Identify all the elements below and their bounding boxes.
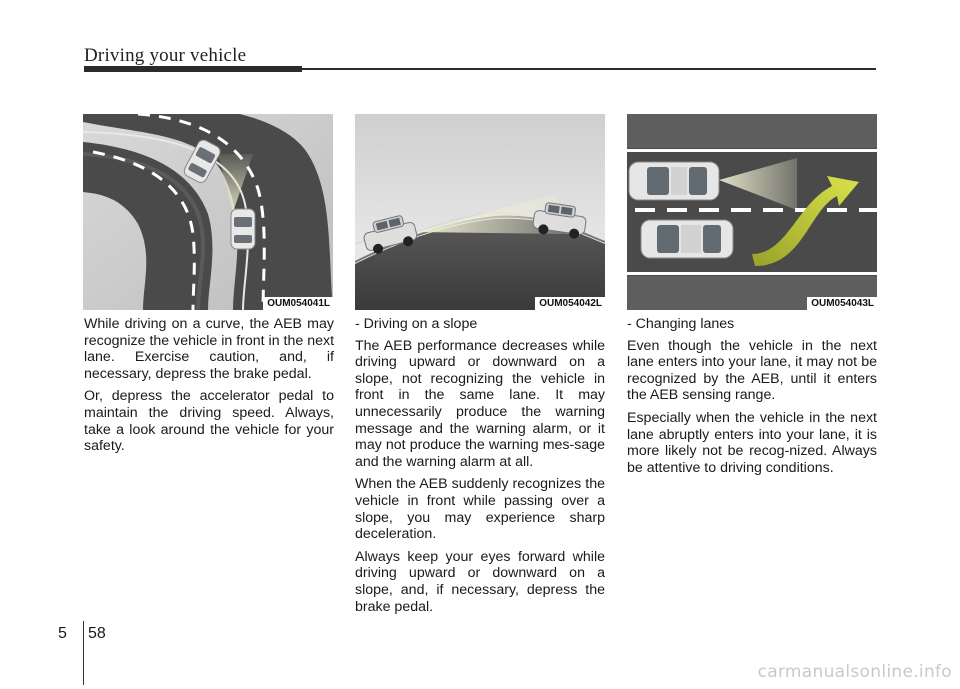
figure-lane-change [627,114,877,310]
page-title: Driving your vehicle [84,45,247,66]
column-curve-text [84,316,334,461]
section-number: 5 [58,625,67,642]
figure-code: OUM054042L [535,297,605,310]
lane-change-illustration [627,114,877,310]
subheading-slope: - Driving on a slope [355,316,478,332]
figure-code: OUM054043L [807,297,877,310]
paragraph: Always keep your eyes forward while driving upward or downward on a slope, and, if necessary, depress the brake pedal. [355,548,605,615]
column-lane-change-text [627,316,877,482]
header-rule-thick [84,66,302,72]
slope-illustration [355,114,605,310]
paragraph: Even though the vehicle in the next lane enters into your lane, it may not be recognized by the AEB, until it enters the AEB sensing range. [627,337,877,404]
paragraph: While driving on a curve, the AEB may recognize the vehicle in front in the next lane. Exercise caution, and, if necessary, depress the brake pedal. [84,316,335,382]
subheading-lane-change: - Changing lanes [627,316,735,332]
paragraph: When the AEB suddenly recognizes the vehicle in front while passing over a slope, you may experience sharp deceleration. [355,476,605,543]
paragraph: The AEB performance decreases while driving upward or downward on a slope, not recognizing the vehicle in front in the same lane. It may unnecessarily produce the warning message and the warning alarm, or it may not produce the warning mes-sage and the warning alarm at all. [355,337,605,470]
figure-code: OUM054041L [263,297,333,310]
page-number: 58 [88,625,106,642]
header-rule-thin [302,68,876,70]
footer-rule [83,621,84,685]
column-slope-text [355,316,605,621]
watermark: carmanualsonline.info [757,662,952,682]
figure-curve [83,114,333,310]
figure-slope [355,114,605,310]
paragraph: Especially when the vehicle in the next lane abruptly enters into your lane, it is more likely not be recog-nized. Always be attentive to driving conditions. [627,409,877,476]
paragraph: Or, depress the accelerator pedal to maintain the driving speed. Always, take a look around the vehicle for your safety. [84,388,334,455]
curve-illustration [83,114,333,310]
